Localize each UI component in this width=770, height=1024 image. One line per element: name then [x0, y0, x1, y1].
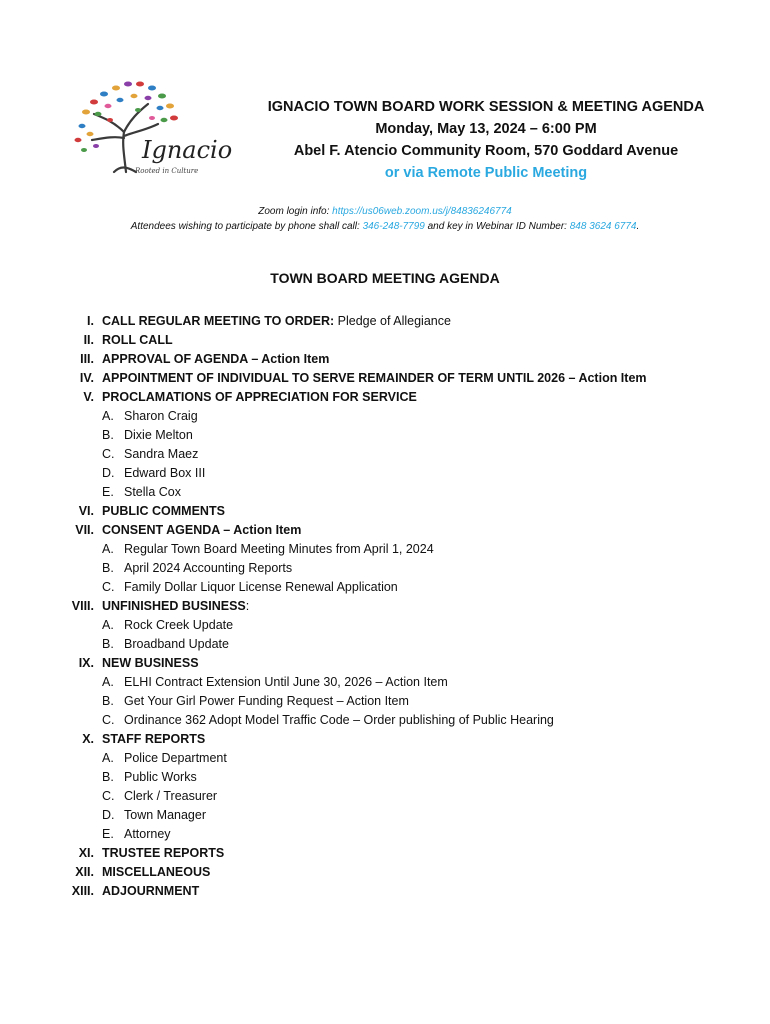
webinar-id[interactable]: 848 3624 6774 [569, 221, 637, 232]
agenda-item-number: II. [83, 333, 94, 347]
agenda-subitem [0, 578, 770, 597]
agenda-subitem-letter: D. [102, 808, 115, 822]
agenda-subitem [0, 787, 770, 806]
agenda-item [0, 730, 770, 749]
zoom-url-link[interactable]: https://us06web.zoom.us/j/84836246774 [332, 206, 512, 217]
header-title: IGNACIO TOWN BOARD WORK SESSION & MEETING AGENDA [267, 99, 705, 115]
agenda-subitem-letter: B. [102, 770, 114, 784]
agenda-subitem-letter: C. [102, 713, 115, 727]
agenda-item-title: ADJOURNMENT [102, 884, 200, 898]
ignacio-logo [64, 74, 234, 184]
agenda-item-title: CALL REGULAR MEETING TO ORDER: Pledge of Allegiance [102, 314, 451, 328]
agenda-subitem-text: Get Your Girl Power Funding Request – Action Item [124, 694, 409, 708]
agenda-subitem-text: Rock Creek Update [124, 618, 234, 632]
agenda-item [0, 502, 770, 521]
agenda-item-number: XI. [78, 846, 94, 860]
agenda-subitem [0, 445, 770, 464]
agenda-subitem-letter: D. [102, 466, 115, 480]
agenda-item [0, 369, 770, 388]
phone-number-link[interactable]: 346-248-7799 [362, 221, 425, 232]
agenda-subitem-text: Broadband Update [124, 637, 229, 651]
agenda-item-number: XIII. [71, 884, 94, 898]
agenda-subitem-letter: B. [102, 694, 114, 708]
meeting-header [236, 96, 736, 184]
agenda-subitem-text: Ordinance 362 Adopt Model Traffic Code – Order publishing of Public Hearing [124, 713, 554, 727]
agenda-item-number: V. [83, 390, 94, 404]
agenda-item-number: IV. [79, 371, 94, 385]
agenda-item-number: XII. [75, 865, 94, 879]
agenda-subitem [0, 540, 770, 559]
phone-prefix: Attendees wishing to participate by phone shall call: [130, 221, 363, 232]
agenda-item [0, 882, 770, 901]
agenda-subitem [0, 426, 770, 445]
agenda-subitem-letter: B. [102, 561, 114, 575]
agenda-subitem-text: Regular Town Board Meeting Minutes from April 1, 2024 [124, 542, 434, 556]
zoom-phone-line [0, 219, 770, 234]
agenda-item [0, 844, 770, 863]
zoom-login-label: Zoom login info: [258, 206, 333, 217]
agenda-subitem-text: Police Department [124, 751, 227, 765]
agenda-item-title: TRUSTEE REPORTS [102, 846, 225, 860]
agenda-subitem-text: Family Dollar Liquor License Renewal Application [124, 580, 398, 594]
zoom-info [0, 204, 770, 234]
agenda-item-title: PROCLAMATIONS OF APPRECIATION FOR SERVICE [102, 390, 417, 404]
agenda-item-number: VII. [75, 523, 94, 537]
agenda-subitem-letter: E. [102, 485, 114, 499]
agenda-subitem-text: Stella Cox [124, 485, 181, 499]
logo-tagline: Rooted in Culture [135, 167, 199, 175]
agenda-item [0, 654, 770, 673]
agenda-item [0, 350, 770, 369]
agenda-subitem [0, 692, 770, 711]
agenda-item-title: CONSENT AGENDA – Action Item [102, 523, 302, 537]
agenda-subitem [0, 559, 770, 578]
agenda-item [0, 863, 770, 882]
agenda-item-number: VI. [78, 504, 94, 518]
agenda-subitem [0, 749, 770, 768]
logo-wordmark: Ignacio [142, 136, 233, 164]
agenda-item-detail: Pledge of Allegiance [334, 314, 451, 328]
agenda-item-number: IX. [78, 656, 94, 670]
zoom-login-line [0, 204, 770, 219]
agenda-item-title: APPOINTMENT OF INDIVIDUAL TO SERVE REMAINDER OF TERM UNTIL 2026 – Action Item [102, 371, 647, 385]
header-location: Abel F. Atencio Community Room, 570 Goddard Avenue [293, 143, 679, 159]
agenda-item-number: VIII. [71, 599, 94, 613]
agenda-subitem-letter: A. [102, 751, 114, 765]
agenda-subitem-text: Sandra Maez [124, 447, 199, 461]
agenda-subitem [0, 483, 770, 502]
agenda-subitem [0, 806, 770, 825]
agenda-item-title: UNFINISHED BUSINESS: [102, 599, 250, 613]
agenda-subitem-text: Attorney [124, 827, 171, 841]
agenda-subitem [0, 635, 770, 654]
agenda-subitem-text: Clerk / Treasurer [124, 789, 218, 803]
phone-mid: and key in Webinar ID Number: [424, 221, 570, 232]
agenda-item-title: APPROVAL OF AGENDA – Action Item [102, 352, 330, 366]
agenda-subitem [0, 711, 770, 730]
agenda-item-title: ROLL CALL [102, 333, 173, 347]
agenda-item-number: X. [82, 732, 94, 746]
agenda-subitem [0, 825, 770, 844]
agenda-subitem-text: April 2024 Accounting Reports [124, 561, 293, 575]
header-remote: or via Remote Public Meeting [384, 165, 588, 181]
agenda-subitem-letter: A. [102, 542, 114, 556]
agenda-subitem-letter: E. [102, 827, 114, 841]
agenda-item-detail: : [245, 599, 250, 613]
agenda-item [0, 597, 770, 616]
agenda-item [0, 331, 770, 350]
agenda-item-number: I. [87, 314, 94, 328]
agenda-subitem-text: Public Works [124, 770, 197, 784]
agenda-item-title: PUBLIC COMMENTS [102, 504, 225, 518]
phone-suffix: . [636, 221, 640, 232]
agenda-subitem-letter: C. [102, 580, 115, 594]
agenda-item-title: MISCELLANEOUS [102, 865, 211, 879]
agenda-item-title: STAFF REPORTS [102, 732, 206, 746]
agenda-subitem-text: ELHI Contract Extension Until June 30, 2026 – Action Item [124, 675, 448, 689]
agenda-subitem-text: Edward Box III [124, 466, 206, 480]
agenda-subitem [0, 768, 770, 787]
agenda-subitem [0, 407, 770, 426]
header-date: Monday, May 13, 2024 – 6:00 PM [375, 121, 597, 137]
agenda-subitem-letter: C. [102, 789, 115, 803]
agenda-subitem-letter: A. [102, 409, 114, 423]
agenda-subitem [0, 464, 770, 483]
agenda-subitem-letter: A. [102, 675, 114, 689]
agenda-subitem-letter: B. [102, 428, 114, 442]
agenda-subitem-text: Town Manager [124, 808, 206, 822]
agenda-subitem-text: Sharon Craig [124, 409, 198, 423]
agenda-subitem-letter: A. [102, 618, 114, 632]
agenda-item [0, 521, 770, 540]
agenda-item [0, 312, 770, 331]
agenda-subitem [0, 673, 770, 692]
agenda-subitem-letter: B. [102, 637, 114, 651]
agenda-subitem-letter: C. [102, 447, 115, 461]
agenda-item [0, 388, 770, 407]
section-title: TOWN BOARD MEETING AGENDA [270, 270, 500, 286]
agenda-subitem-text: Dixie Melton [124, 428, 193, 442]
agenda-item-title: NEW BUSINESS [102, 656, 199, 670]
agenda-item-number: III. [80, 352, 94, 366]
agenda-subitem [0, 616, 770, 635]
